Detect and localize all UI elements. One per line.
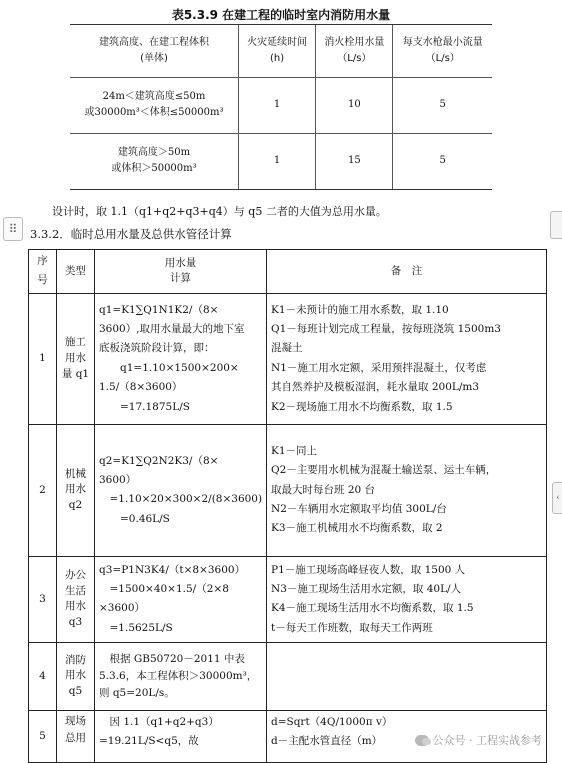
remark-line: 混凝土 [271, 342, 303, 355]
remark-line: 其自然养护及模板湿润，耗水量取 200L/m3 [271, 381, 480, 394]
calc-line: 3600）,取用水量最大的地下室 [99, 323, 245, 335]
calc-line: q2=K1∑Q2N2K3/（8× [99, 454, 219, 467]
calc-line: ×3600） [99, 602, 146, 615]
calc-line: q3=P1N3K4/（t×8×3600） [99, 563, 246, 576]
remark-line: Q2－主要用水机械为混凝土输送泵、运土车辆， [271, 464, 497, 477]
table1-row [70, 77, 492, 133]
header-line: （L/s） [337, 52, 372, 64]
calc-line: 因 1.1（q1+q2+q3） [99, 715, 219, 728]
calc-line: =0.46L/S [99, 512, 170, 525]
table1-header-row [70, 25, 492, 77]
table1-gun-cell: 5 [393, 133, 492, 189]
calc-line: 则 q5=20L/s。 [99, 686, 175, 699]
row-type [57, 556, 95, 642]
watermark-text: 公众号 · 工程实战参考 [432, 734, 542, 747]
row-remark [267, 642, 547, 710]
calc-line: =17.1875L/S [99, 400, 190, 413]
table1-hours-cell: 1 [239, 77, 316, 133]
table1-gun-cell: 5 [393, 77, 492, 133]
table2-header-row [29, 250, 547, 294]
row-number: 4 [29, 642, 57, 710]
remark-line: Q1－每班计划完成工程量，按每班浇筑 1500m3 [271, 323, 501, 335]
remark-line: N2－车辆用水定额取平均值 300L/台 [271, 503, 447, 516]
row-number: 3 [29, 556, 57, 642]
header-type: 类型 [57, 250, 95, 294]
calc-line: =19.21L/S<q5，故 [99, 735, 199, 748]
calc-line: 5.3.6，本工程体积＞30000m³， [99, 669, 258, 682]
watermark [415, 732, 543, 748]
table1-flow-cell: 10 [316, 77, 393, 133]
side-panel-tab[interactable] [550, 211, 562, 239]
calc-line: 3600） [99, 473, 137, 486]
row-remark [267, 556, 547, 642]
type-line: 现场 [65, 714, 86, 727]
water-calc-table [28, 249, 547, 762]
row-number: 5 [29, 710, 57, 762]
type-line: 生活 [65, 584, 86, 597]
table1-header-cell [393, 25, 492, 77]
calc-line: q1=K1∑Q1N1K2/（8× [99, 303, 219, 316]
type-line: 用水 [65, 483, 86, 496]
row-calc [95, 556, 267, 642]
type-line: 总用 [65, 731, 86, 744]
remark-line: 取最大时每台班 20 台 [271, 483, 376, 496]
table-row [29, 424, 547, 556]
remark-line: K4－施工现场生活用水不均衡系数，取 1.5 [271, 602, 474, 615]
remark-line: K3－施工机械用水不均衡系数，取 2 [271, 522, 443, 535]
header-line: 计算 [170, 272, 191, 285]
drag-handle-icon[interactable]: ⠿ [3, 217, 23, 241]
type-line: 用水 [65, 600, 86, 613]
remark-line: d－主配水管直径（m） [271, 735, 383, 748]
header-remark: 备 注 [267, 250, 547, 294]
table-row [29, 293, 547, 424]
calc-line: =1500×40×1.5/（2×8 [99, 582, 229, 595]
remark-line: N1－施工用水定额，采用预拌混凝土，仅考虑 [271, 361, 487, 374]
section-heading: 3.3.2．临时总用水量及总供水管径计算 [30, 227, 232, 241]
table1-header-cell [70, 25, 239, 77]
type-line: 用水 [65, 351, 86, 364]
remark-line: P1－施工现场高峰昼夜人数，取 1500 人 [271, 563, 466, 576]
type-line: 办公 [65, 568, 86, 581]
header-no: 序号 [29, 250, 57, 294]
row-remark [267, 424, 547, 556]
table1-header-cell [316, 25, 393, 77]
row-remark [267, 293, 547, 424]
table1-cond-cell [70, 77, 239, 133]
type-line: q5 [68, 685, 83, 698]
table1-title: 表5.3.9 在建工程的临时室内消防用水量 [171, 8, 391, 22]
header-line: 建筑高度、在建工程体积 [99, 36, 209, 48]
header-line: 每支水枪最小流量 [402, 36, 483, 48]
header-line: 消火栓用水量 [324, 36, 385, 48]
calc-line: q1=1.10×1500×200× [99, 361, 239, 374]
table1-hours-cell: 1 [239, 133, 316, 189]
row-calc [95, 710, 267, 762]
cond-line: 24m＜建筑高度≤50m [102, 91, 206, 103]
remark-line: N3－施工现场生活用水定额，取 40L/人 [271, 582, 462, 595]
type-line: 施工 [65, 336, 86, 349]
cond-line: 建筑高度＞50m [117, 147, 191, 159]
remark-line: K1－未预计的施工用水系数，取 1.10 [271, 303, 449, 316]
design-note: 设计时，取 1.1（q1+q2+q3+q4）与 q5 二者的大值为总用水量。 [52, 205, 387, 218]
type-line: 机械 [65, 467, 86, 480]
remark-line: t－每天工作班数，取每天工作两班 [271, 621, 433, 634]
header-calc [95, 250, 267, 294]
table1-cond-cell [70, 133, 239, 189]
row-calc [95, 642, 267, 710]
remark-line: K2－现场施工用水不均衡系数，取 1.5 [271, 400, 453, 413]
row-calc [95, 293, 267, 424]
calc-line: 1.5/（8×3600） [99, 381, 183, 394]
type-line: q3 [68, 616, 83, 629]
wechat-icon [415, 735, 429, 746]
calc-line: 底板浇筑阶段计算，即： [99, 342, 215, 355]
calc-line: 根据 GB50720－2011 中表 [99, 653, 245, 666]
row-type [57, 710, 95, 762]
remark-line: K1－同上 [271, 444, 318, 457]
header-line: (h) [270, 52, 285, 64]
type-line: 消防 [65, 653, 86, 666]
row-number: 2 [29, 424, 57, 556]
type-line: 量 q1 [61, 367, 90, 380]
table-row [29, 556, 547, 642]
header-line: (单体) [140, 52, 168, 64]
row-calc [95, 424, 267, 556]
row-number: 1 [29, 293, 57, 424]
type-line: 用水 [65, 669, 86, 682]
header-line: 用水量 [164, 256, 197, 269]
table1 [70, 24, 492, 190]
row-type [57, 293, 95, 424]
header-line: 火灾延续时间 [247, 36, 308, 48]
cond-line: 或30000m³＜体积≤50000m³ [84, 107, 224, 119]
table-row [29, 642, 547, 710]
header-line: （L/s） [425, 52, 460, 64]
calc-line: =1.5625L/S [99, 621, 173, 634]
remark-line: d=Sqrt（4Q/1000π v） [271, 715, 393, 728]
row-type [57, 642, 95, 710]
calc-line: =1.10×20×300×2/(8×3600) [99, 493, 263, 506]
row-type [57, 424, 95, 556]
side-collapse-tab[interactable]: ‹ [552, 482, 562, 514]
table1-row [70, 133, 492, 189]
cond-line: 或体积＞50000m³ [111, 163, 197, 175]
table1-flow-cell: 15 [316, 133, 393, 189]
table1-header-cell [239, 25, 316, 77]
type-line: q2 [68, 499, 83, 512]
